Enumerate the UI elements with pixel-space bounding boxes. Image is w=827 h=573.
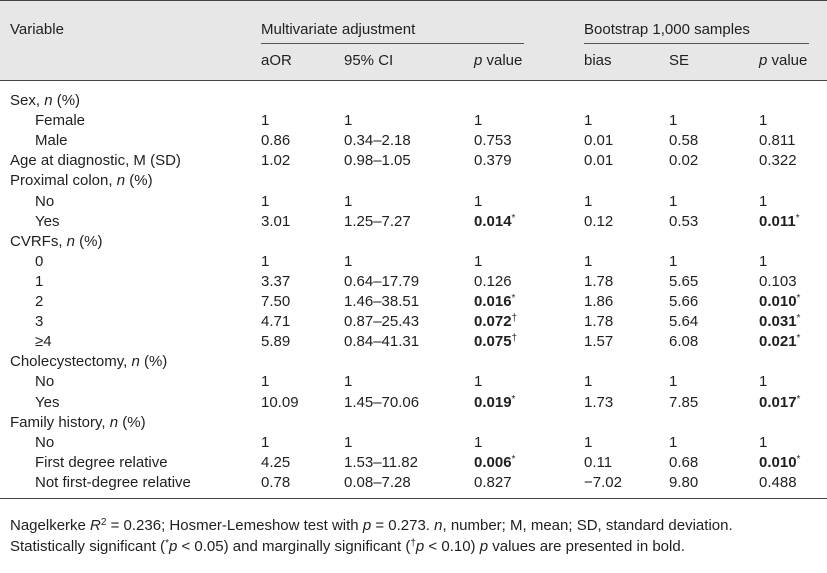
table-cell: 1: [759, 112, 768, 130]
table-cell: 7.50: [261, 293, 291, 310]
table-cell: 0.78: [261, 473, 291, 491]
table-cell: 1.25–7.27: [344, 212, 411, 230]
table-cell: 0.86: [261, 132, 291, 150]
header-aor: aOR: [261, 52, 292, 69]
table-cell: 4.25: [261, 453, 291, 471]
table-cell: 1: [474, 112, 483, 130]
table-cell: 0.103: [759, 272, 797, 290]
table-cell: 0.021*: [759, 333, 801, 351]
table-cell: 1: [759, 433, 768, 451]
footnote-line-2: Statistically significant (*p < 0.05) and marginally significant (†p < 0.10) p values are presented in bold.: [10, 538, 685, 555]
table-cell: 6.08: [669, 333, 699, 351]
table-cell: 1: [261, 192, 270, 210]
table-cell: 5.65: [669, 272, 699, 290]
table-cell: 0.53: [669, 212, 699, 230]
top-rule: [0, 0, 827, 1]
table-cell: 9.80: [669, 473, 699, 491]
table-cell: 3.01: [261, 212, 291, 230]
header-p-value-bs: p value: [759, 52, 808, 69]
table-cell: 0.11: [584, 453, 613, 471]
table-cell: 0.01: [584, 132, 614, 150]
header-bottom-rule: [0, 80, 827, 81]
table-cell: 1.45–70.06: [344, 393, 420, 411]
table-cell: 1: [669, 433, 678, 451]
table-cell: 0.379: [474, 152, 512, 170]
table-cell: 1: [261, 252, 270, 270]
significance-mark: *: [511, 453, 516, 465]
table-cell: 0.64–17.79: [344, 272, 420, 290]
table-cell: 1: [759, 252, 768, 270]
table-cell: 7.85: [669, 393, 699, 411]
row-label: No: [35, 373, 55, 391]
header-bias: bias: [584, 52, 612, 69]
footnote-line-1: Nagelkerke $R^2 = 0.236$; Hosmer-Lemeshow test with p = 0.273. n, number; M, mean; SD, standard deviation.: [10, 517, 733, 534]
table-cell: 0.006*: [474, 453, 516, 471]
table-cell: 1: [344, 373, 353, 391]
table-cell: 0.010*: [759, 453, 801, 471]
table-cell: 1: [584, 112, 593, 130]
header-p-value-mv: p value: [474, 52, 523, 69]
significance-mark: †: [511, 313, 518, 325]
multivariate-rule: [261, 43, 524, 44]
table-cell: 1: [584, 192, 593, 210]
table-cell: 1: [669, 373, 678, 391]
table-cell: 0.126: [474, 272, 512, 290]
header-variable: Variable: [10, 21, 64, 38]
table-cell: 1.46–38.51: [344, 293, 420, 310]
table-cell: 1: [344, 433, 353, 451]
table-header-band: [0, 0, 827, 80]
table-cell: 0.02: [669, 152, 699, 170]
significance-mark: *: [511, 212, 516, 224]
table-cell: 1: [759, 192, 768, 210]
bootstrap-rule: [584, 43, 809, 44]
table-cell: 1: [474, 433, 483, 451]
significance-mark: *: [796, 453, 801, 465]
table-cell: 0.019*: [474, 393, 516, 411]
table-cell: 1: [474, 373, 483, 391]
row-label: Not first-degree relative: [35, 473, 191, 491]
row-label: Age at diagnostic, M (SD): [10, 152, 181, 170]
header-se: SE: [669, 52, 690, 69]
row-label: Male: [35, 132, 68, 150]
table-cell: 0.34–2.18: [344, 132, 411, 150]
table-cell: 0.322: [759, 152, 797, 170]
row-label: 2: [35, 293, 44, 310]
table-cell: 1: [261, 112, 270, 130]
row-label: CVRFs, n (%): [10, 232, 103, 250]
table-cell: 1: [474, 192, 483, 210]
table-cell: 0.08–7.28: [344, 473, 411, 491]
table-cell: 1: [669, 112, 678, 130]
table-cell: 0.016*: [474, 293, 516, 310]
row-label: Family history, n (%): [10, 413, 146, 431]
table-cell: 10.09: [261, 393, 299, 411]
table-cell: 0.98–1.05: [344, 152, 411, 170]
table-cell: 0.014*: [474, 212, 516, 230]
table-cell: 3.37: [261, 272, 291, 290]
table-cell: 1.78: [584, 313, 614, 331]
table-cell: 1: [669, 252, 678, 270]
row-label: ≥4: [35, 333, 52, 351]
significance-mark: *: [796, 393, 801, 405]
table-cell: 0.827: [474, 473, 512, 491]
table-cell: 1: [344, 252, 353, 270]
table-cell: 0.753: [474, 132, 512, 150]
header-ci: 95% CI: [344, 52, 394, 69]
table-cell: 1: [669, 192, 678, 210]
row-label: Yes: [35, 212, 60, 230]
significance-mark: *: [795, 212, 800, 224]
table-cell: 1: [759, 373, 768, 391]
table-cell: 0.488: [759, 473, 797, 491]
header-group-bootstrap: Bootstrap 1,000 samples: [584, 21, 750, 38]
table-cell: 0.68: [669, 453, 699, 471]
table-cell: 5.64: [669, 313, 699, 331]
significance-mark: *: [511, 293, 516, 304]
row-label: 3: [35, 313, 44, 331]
table-cell: 1: [261, 433, 270, 451]
row-label: No: [35, 192, 55, 210]
row-label: Yes: [35, 393, 60, 411]
table-cell: 0.58: [669, 132, 699, 150]
table-footnote: [10, 515, 820, 557]
table-cell: 1: [344, 112, 353, 130]
significance-mark: *: [796, 333, 801, 345]
header-group-multivariate: Multivariate adjustment: [261, 21, 416, 38]
table-cell: 5.66: [669, 293, 699, 310]
table-cell: 4.71: [261, 313, 291, 331]
table-cell: 0.075†: [474, 333, 518, 351]
row-label: First degree relative: [35, 453, 168, 471]
table-cell: 0.011*: [759, 212, 800, 230]
row-label: Female: [35, 112, 86, 130]
table-cell: 1.02: [261, 152, 291, 170]
table-cell: 5.89: [261, 333, 291, 351]
table-cell: 1: [584, 433, 593, 451]
table-cell: 0.010*: [759, 293, 801, 310]
table-cell: 0.072†: [474, 313, 518, 331]
table-cell: 0.01: [584, 152, 614, 170]
table-cell: 0.031*: [759, 313, 801, 331]
significance-mark: *: [796, 293, 801, 304]
row-label: 0: [35, 252, 44, 270]
table-cell: 1.86: [584, 293, 614, 310]
table-cell: 1.73: [584, 393, 614, 411]
table-cell: 1: [584, 252, 593, 270]
table-cell: 0.811: [759, 132, 796, 150]
row-label: Cholecystectomy, n (%): [10, 353, 168, 371]
table-cell: 0.12: [584, 212, 614, 230]
row-label: Proximal colon, n (%): [10, 172, 153, 190]
significance-mark: *: [511, 393, 516, 405]
table-cell: 0.017*: [759, 393, 801, 411]
table-cell: 1: [474, 252, 483, 270]
row-label: No: [35, 433, 55, 451]
table-cell: 1.78: [584, 272, 614, 290]
table-cell: 1.57: [584, 333, 614, 351]
significance-mark: *: [796, 313, 801, 325]
table-cell: 1: [261, 373, 270, 391]
table-cell: 0.84–41.31: [344, 333, 420, 351]
row-label: 1: [35, 272, 44, 290]
table-cell: 1.53–11.82: [344, 453, 418, 471]
table-cell: −7.02: [584, 473, 622, 491]
significance-mark: †: [511, 333, 518, 345]
table-cell: 1: [344, 192, 353, 210]
table-cell: 0.87–25.43: [344, 313, 420, 331]
row-label: Sex, n (%): [10, 92, 81, 109]
table-cell: 1: [584, 373, 593, 391]
bottom-rule: [0, 498, 827, 499]
